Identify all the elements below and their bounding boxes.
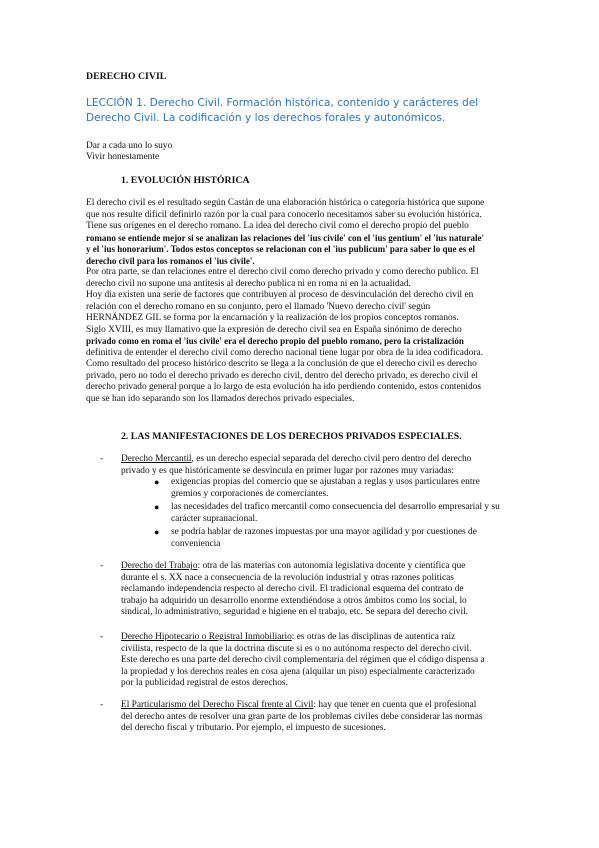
item-line: la propiedad y los derechos reales en cosa ajena (alquilar un piso) especialmente caracterizado [121, 666, 475, 677]
bullet-icon: ● [154, 477, 160, 487]
paragraph-line: privado como en roma el 'ius civile' era el derecho propio del pueblo romano, pero la cristalización [86, 336, 464, 346]
item-line: del derecho fiscal y tributario. Por ejemplo, el impuesto de sucesiones. [121, 723, 386, 733]
bullet-line: las necesidades del trafico mercantil como consecuencia del desarrollo empresarial y su [171, 502, 500, 512]
item-line: sindical, lo administrativo, seguridad e higiene en el trabajo, etc. Se separa del derecho civil. [121, 607, 469, 617]
lesson-heading: LECCIÓN 1. Derecho Civil. Formación histórica, contenido y carácteres del Derecho Civil. La codificación y los derechos forales y autonómicos. [86, 97, 479, 124]
bullet-line: carácter supranacional. [171, 513, 258, 524]
item-term: Derecho Hipotecario o Registral Inmobiliario [121, 632, 292, 642]
paragraph-line: relación con el derecho romano en su conjunto, pero el llamado 'Nuevo derecho civil' según [86, 301, 431, 312]
bullet-icon: ● [154, 527, 160, 537]
item-text: : hay que tener en cuenta que el profesional [313, 700, 477, 710]
paragraph-line: romano se entiende mejor si se analizan las relaciones del 'ius civile' con el 'ius gentium' el 'ius naturale' [86, 232, 484, 243]
section-2-heading: 2. LAS MANIFESTACIONES DE LOS DERECHOS PRIVADOS ESPECIALES. [121, 431, 462, 442]
item-term: Derecho Mercantil [121, 454, 192, 464]
bullet-icon: ● [154, 502, 160, 512]
paragraph-line: Por otra parte, se dan relaciones entre el derecho civil como derecho privado y como derecho publico. El [86, 267, 479, 277]
item-first-line [121, 632, 455, 644]
document-title: DERECHO CIVIL [86, 71, 167, 82]
bullet-line: se podría hablar de razones impuestas por una mayor agilidad y por cuestiones de [171, 527, 477, 537]
item-line: trabajo ha adquirido un desarrollo enorme extendiéndose a otros ámbitos como los social, lo [121, 595, 467, 606]
item-line: del derecho antes de resolver una gran parte de los problemas civiles debe considerar las normas [121, 711, 483, 722]
paragraph-line: derecho civil no supone una antítesis al derecho publica ni en roma ni en la actualidad. [86, 278, 411, 289]
item-line: civilista, respecto de la que la doctrina discute si es o no autónoma respecto del derecho civil. [121, 643, 472, 654]
dash-marker: - [100, 561, 104, 571]
item-line: durante el s. XX nace a consecuencia de la revolución industrial y otras razones políticas [121, 572, 454, 583]
item-first-line [121, 561, 465, 573]
paragraph-line: derecho civil para los romanos el 'ius civile'. [86, 255, 255, 266]
item-line: privado y es que históricamente se desvincula en primer lugar por razones muy variadas: [121, 465, 454, 476]
paragraph-line: que se han ido separando son los llamados derechos privado especiales. [86, 393, 355, 404]
item-text: : otra de las materias con autonomía legislativa docente y científica que [197, 561, 466, 571]
dash-marker: - [100, 454, 104, 464]
item-first-line [121, 454, 471, 466]
paragraph-line: y el 'ius honorarium'. Todos estos conceptos se relacionan con el 'ius publicum' para saber lo que es el [86, 244, 475, 254]
item-line: reclamando independencia respecto al derecho civil. El tradicional esquema del contrato de [121, 584, 464, 594]
item-term: Derecho del Trabajo [121, 561, 198, 571]
item-line: Este derecho es una parte del derecho civil complementaria del régimen que el código dispensa a [121, 655, 485, 665]
paragraph-line: que nos resulte difícil definirlo razón por la cual para conocerlo necesitamos saber su evolución histórica. [86, 209, 482, 220]
paragraph-line: El derecho civil es el resultado según Castán de una elaboración histórica o categoría histórica que supone [86, 198, 485, 208]
paragraph-line: privado, pero no todo el derecho privado es derecho civil, dentro del derecho privado, es derecho civil el [86, 370, 479, 381]
item-term: El Particularismo del Derecho Fiscal frente al Civil [121, 700, 314, 710]
paragraph-line: definitiva de entender el derecho civil como derecho nacional tiene lugar por obra de la idea codificadora. [86, 347, 483, 358]
item-text: , es un derecho especial separada del derecho civil pero dentro del derecho [191, 454, 472, 464]
bullet-line: exigencias propias del comercio que se ajustaban a reglas y usos particulares entre [171, 477, 480, 487]
item-text: : es otras de las disciplinas de autentica raíz [291, 632, 456, 642]
item-line: por la publicidad registral de estos derechos. [121, 678, 288, 688]
paragraph-line: Como resultado del proceso histórico descrito se llega a la conclusión de que el derecho civil es derecho [86, 359, 477, 369]
paragraph-line: Siglo XVIII, es muy llamativo que la expresión de derecho civil sea en España sinónimo de derecho [86, 324, 462, 335]
paragraph-line: derecho privado general porque a lo largo de esta evolución ha ido perdiendo contenido, estos contenidos [86, 382, 482, 392]
bullet-line: gremios y corporaciones de comerciantes. [171, 488, 329, 499]
intro-line: Vivir honestamente [86, 152, 160, 162]
intro-line: Dar a cada uno lo suyo [86, 141, 173, 151]
dash-marker: - [100, 632, 104, 642]
paragraph-line: Tiene sus orígenes en el derecho romano. La idea del derecho civil como el derecho propio del pueblo [86, 221, 469, 231]
dash-marker: - [100, 700, 104, 710]
item-first-line [121, 700, 476, 712]
section-1-heading: 1. EVOLUCIÓN HISTÓRICA [121, 175, 250, 186]
bullet-line: conveniencia [171, 538, 221, 549]
paragraph-line: HERNÁNDEZ GIL se forma por la encarnación y la realización de los propios conceptos romanos. [86, 313, 459, 323]
paragraph-line: Hoy día existen una serie de factores que contribuyen al proceso de desvinculación del derecho civil en [86, 290, 474, 300]
